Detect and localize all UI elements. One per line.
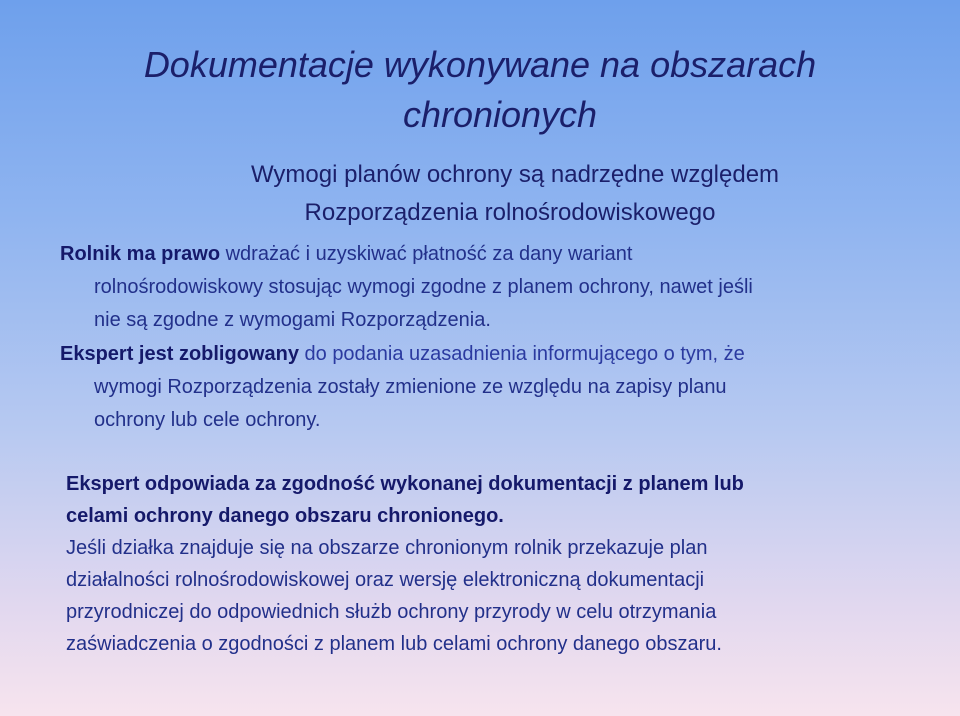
paragraph4-line-2: działalności rolnośrodowiskowej oraz wersję elektroniczną dokumentacji xyxy=(66,569,705,591)
title-line-2: chronionych xyxy=(402,94,598,135)
paragraph2-line1-rest: do podania uzasadnienia informującego o tym, że xyxy=(298,343,745,365)
paragraph2-line-3: ochrony lub cele ochrony. xyxy=(94,409,321,431)
paragraph1-line-2: rolnośrodowiskowy stosując wymogi zgodne z planem ochrony, nawet jeśli xyxy=(94,276,753,298)
slide-subtitle xyxy=(0,156,960,232)
paragraph1-line-1 xyxy=(60,238,920,271)
paragraph4-line-1: Jeśli działka znajduje się na obszarze chronionym rolnik przekazuje plan xyxy=(66,537,708,559)
paragraph2-line-2: wymogi Rozporządzenia zostały zmienione ze względu na zapisy planu xyxy=(94,376,727,398)
title-line-1: Dokumentacje wykonywane na obszarach xyxy=(143,44,817,85)
slide-title xyxy=(0,40,960,140)
subtitle-line-2: Rozporządzenia rolnośrodowiskowego xyxy=(304,199,716,226)
subtitle-line-1: Wymogi planów ochrony są nadrzędne względem xyxy=(250,161,780,188)
paragraph3-line-1: Ekspert odpowiada za zgodność wykonanej dokumentacji z planem lub xyxy=(66,473,744,495)
paragraph-expert-responsibility xyxy=(66,468,916,532)
paragraph2-line-1 xyxy=(60,338,920,371)
paragraph1-line1-rest: wdrażać i uzyskiwać płatność za dany wariant xyxy=(220,243,633,265)
paragraph-expert-obligation xyxy=(60,338,920,437)
paragraph4-line-4: zaświadczenia o zgodności z planem lub celami ochrony danego obszaru. xyxy=(66,633,722,655)
paragraph-protected-area xyxy=(66,532,916,660)
paragraph2-lead: Ekspert jest zobligowany xyxy=(60,343,299,365)
paragraph4-line-3: przyrodniczej do odpowiednich służb ochrony przyrody w celu otrzymania xyxy=(66,601,717,623)
paragraph3-line-2: celami ochrony danego obszaru chronionego. xyxy=(66,505,504,527)
paragraph1-lead: Rolnik ma prawo xyxy=(60,243,221,265)
paragraph-farmer-rights xyxy=(60,238,920,337)
paragraph1-line-3: nie są zgodne z wymogami Rozporządzenia. xyxy=(94,309,491,331)
